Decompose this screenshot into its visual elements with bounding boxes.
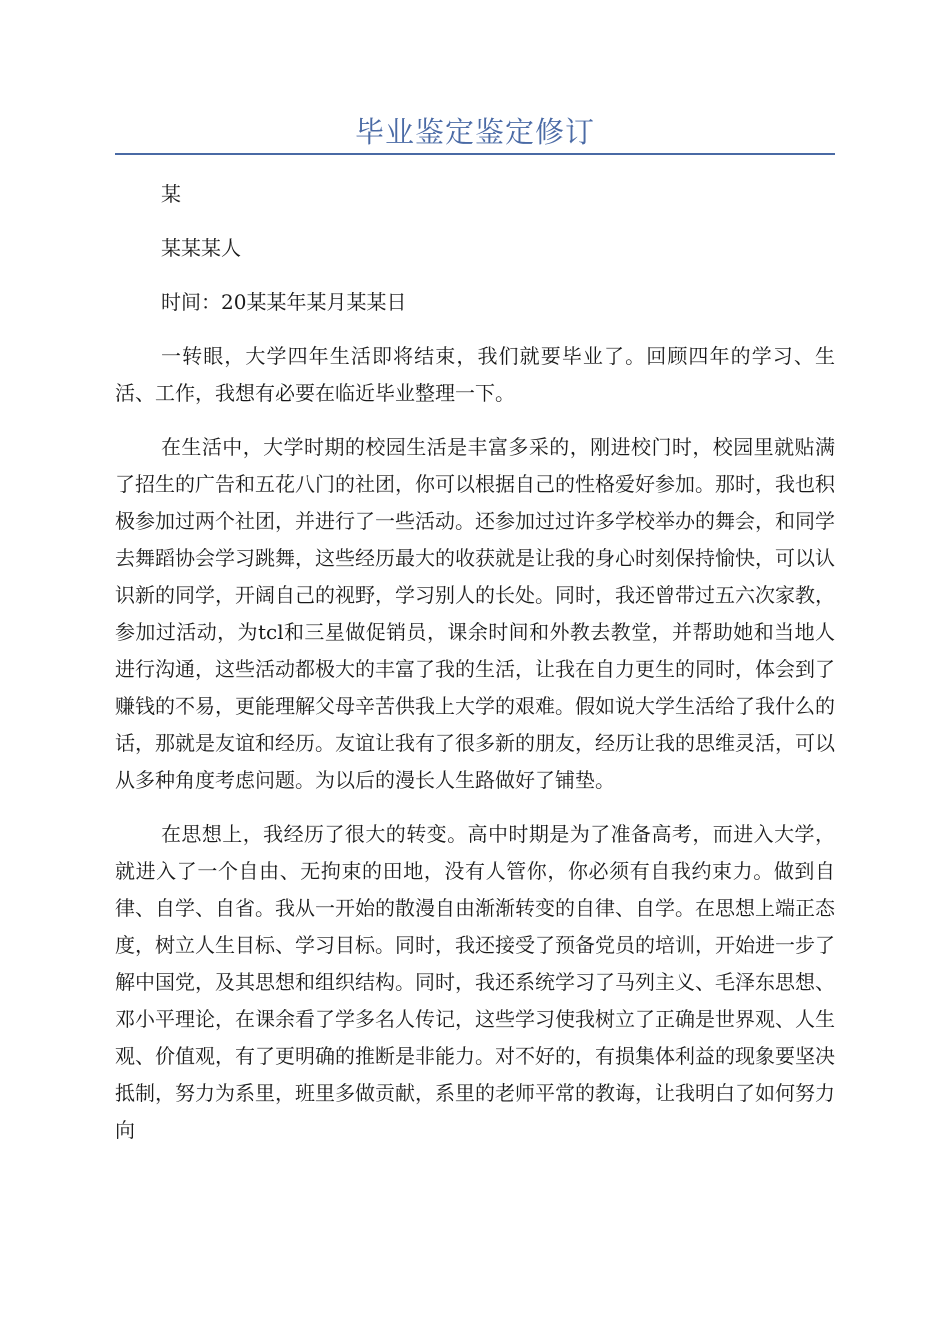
paragraph-life: 在生活中，大学时期的校园生活是丰富多采的，刚进校门时，校园里就贴满了招生的广告和五花八门的社团，你可以根据自己的性格爱好参加。那时，我也积极参加过两个社团，并进行了一些活动。还参加过过许多学校举办的舞会，和同学去舞蹈协会学习跳舞，这些经历最大的收获就是让我的身心时刻保持愉快，可以认识新的同学，开阔自己的视野，学习别人的长处。同时，我还曾带过五六次家教，参加过活动，为tcl和三星做促销员，课余时间和外教去教堂，并帮助她和当地人进行沟通，这些活动都极大的丰富了我的生活，让我在自力更生的同时，体会到了赚钱的不易，更能理解父母辛苦供我上大学的艰难。假如说大学生活给了我什么的话，那就是友谊和经历。友谊让我有了很多新的朋友，经历让我的思维灵活，可以从多种角度考虑问题。为以后的漫长人生路做好了铺垫。 [115,435,835,792]
paragraph-author: 某某某人 [161,236,241,260]
title-underline [115,153,835,155]
document-title: 毕业鉴定鉴定修订 [354,115,595,149]
paragraph-date: 时间：20某某年某月某某日 [161,290,407,314]
paragraph-recipient: 某 [161,182,181,206]
document-body [115,176,835,1166]
paragraph-thought: 在思想上，我经历了很大的转变。高中时期是为了准备高考，而进入大学，就进入了一个自由、无拘束的田地，没有人管你，你必须有自我约束力。做到自律、自学、自省。我从一开始的散漫自由渐渐转变的自律、自学。在思想上端正态度，树立人生目标、学习目标。同时，我还接受了预备党员的培训，开始进一步了解中国党，及其思想和组织结构。同时，我还系统学习了马列主义、毛泽东思想、邓小平理论，在课余看了学多名人传记，这些学习使我树立了正确是世界观、人生观、价值观，有了更明确的推断是非能力。对不好的，有损集体利益的现象要坚决抵制，努力为系里，班里多做贡献，系里的老师平常的教诲，让我明白了如何努力向 [115,822,835,1142]
paragraph-intro: 一转眼，大学四年生活即将结束，我们就要毕业了。回顾四年的学习、生活、工作，我想有必要在临近毕业整理一下。 [115,344,835,405]
